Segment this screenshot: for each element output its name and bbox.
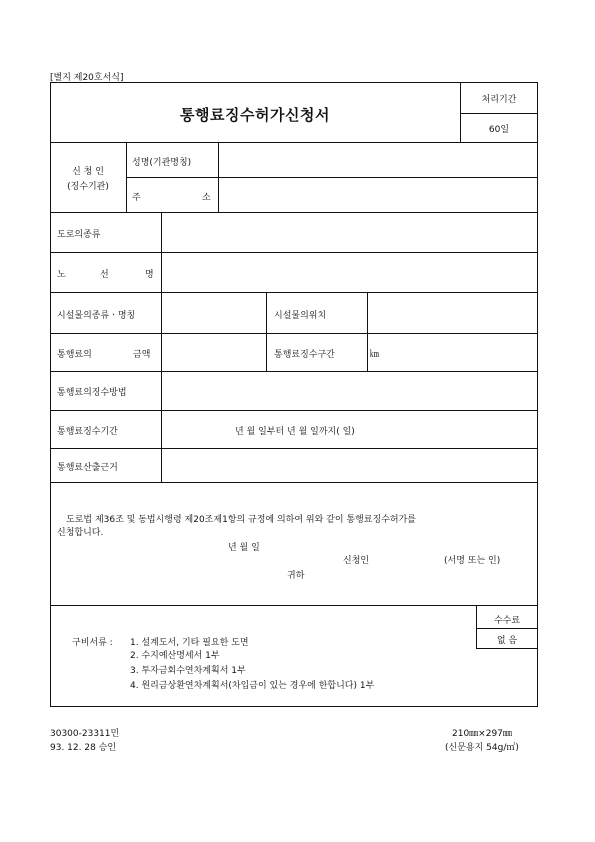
form-annex-label: [별지 제20호서식] bbox=[50, 73, 124, 83]
approval-date: 93. 12. 28 승인 bbox=[50, 743, 117, 753]
road-type-label: 도로의종류 bbox=[57, 230, 101, 240]
paper-size: 210㎜×297㎜ bbox=[452, 729, 512, 739]
attachment-item: 2. 수지예산명세서 1부 bbox=[130, 651, 220, 661]
form-code: 30300-23311민 bbox=[50, 729, 120, 739]
form-title: 통행료징수허가신청서 bbox=[180, 106, 330, 124]
table-rule bbox=[50, 605, 538, 606]
declaration-recipient-label: 귀하 bbox=[287, 571, 305, 581]
table-rule bbox=[476, 648, 538, 649]
route-name-label-1: 노 bbox=[57, 270, 66, 280]
paper-spec: (신문용지 54g/㎡) bbox=[445, 743, 519, 753]
route-name-label-3: 명 bbox=[145, 270, 154, 280]
table-rule bbox=[476, 628, 538, 629]
applicant-label: 신 청 인 bbox=[72, 167, 104, 177]
table-rule bbox=[50, 482, 538, 483]
calc-basis-field[interactable] bbox=[162, 449, 537, 482]
attachment-item: 4. 원리금상환연차계획서(차입금이 있는 경우에 한합니다) 1부 bbox=[130, 681, 375, 691]
collection-period-field[interactable] bbox=[162, 411, 537, 448]
toll-section-field[interactable] bbox=[368, 334, 537, 371]
table-rule bbox=[460, 113, 538, 114]
road-type-field[interactable] bbox=[162, 213, 537, 252]
table-rule bbox=[126, 142, 127, 212]
toll-amount-label-1: 통행료의 bbox=[57, 350, 92, 360]
applicant-agency-label: (징수기관) bbox=[67, 182, 109, 192]
fee-label: 수수료 bbox=[493, 616, 521, 626]
fee-value: 없 음 bbox=[496, 636, 518, 646]
collection-period-text: 년 월 일부터 년 월 일까지( 일) bbox=[235, 427, 355, 437]
collection-method-field[interactable] bbox=[162, 372, 537, 410]
toll-section-label: 통행료징수구간 bbox=[274, 350, 335, 360]
declaration-text-line2: 신청합니다. bbox=[57, 528, 104, 538]
facility-name-label: 시설물의종류ㆍ명칭 bbox=[57, 311, 136, 321]
facility-name-field[interactable] bbox=[162, 293, 266, 333]
processing-period-label: 처리기간 bbox=[481, 95, 517, 105]
address-label-second: 소 bbox=[202, 193, 211, 203]
toll-amount-field[interactable] bbox=[162, 334, 266, 371]
processing-period-value: 60일 bbox=[488, 125, 510, 135]
applicant-name-label: 성명(기관명칭) bbox=[132, 158, 192, 168]
attachment-item: 3. 투자금회수연차계획서 1부 bbox=[130, 666, 246, 676]
route-name-label-2: 선 bbox=[100, 270, 109, 280]
declaration-text-line1: 도로법 제36조 및 동법시행령 제20조제1항의 규정에 의하여 위와 같이 통행료징수허가를 bbox=[66, 515, 416, 525]
facility-location-label: 시설물의위치 bbox=[274, 311, 327, 321]
facility-location-field[interactable] bbox=[368, 293, 537, 333]
calc-basis-label: 통행료산출근거 bbox=[57, 463, 118, 473]
route-name-field[interactable] bbox=[162, 253, 537, 292]
collection-method-label: 통행료의징수방법 bbox=[57, 388, 127, 398]
collection-period-label: 통행료징수기간 bbox=[57, 427, 118, 437]
toll-amount-label-2: 금액 bbox=[133, 350, 151, 360]
table-rule bbox=[266, 292, 267, 371]
attachment-item: 1. 설계도서, 기타 필요한 도면 bbox=[130, 638, 249, 648]
declaration-date: 년 월 일 bbox=[228, 543, 260, 553]
declaration-signature-label: (서명 또는 인) bbox=[444, 556, 501, 566]
attachments-label: 구비서류 : bbox=[72, 638, 113, 648]
address-field[interactable] bbox=[219, 178, 537, 212]
address-label-first: 주 bbox=[132, 193, 141, 203]
toll-section-unit: ㎞ bbox=[370, 350, 380, 360]
declaration-applicant-label: 신청인 bbox=[343, 556, 370, 566]
applicant-name-field[interactable] bbox=[219, 143, 537, 177]
